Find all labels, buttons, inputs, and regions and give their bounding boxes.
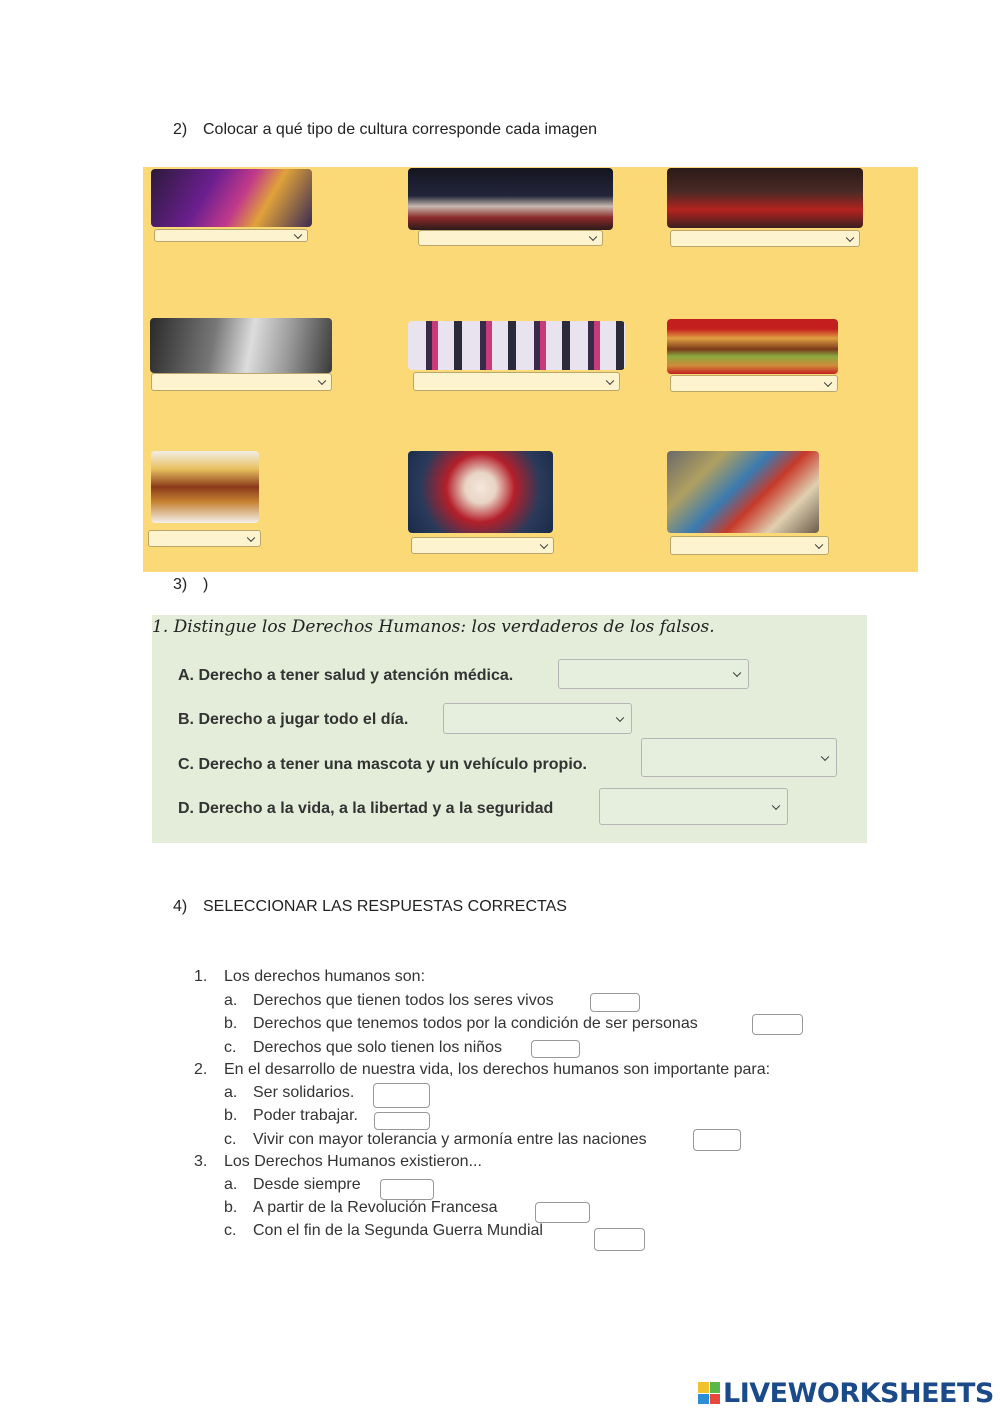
folk-dancer-photo [151,169,312,227]
option-2b [224,1107,358,1125]
section-3-number: 3) [173,576,188,593]
orchestra-photo [667,168,863,228]
skull-masks-photo [408,321,625,370]
question-text: Los Derechos Humanos existieron... [224,1153,482,1170]
option-text: Desde siempre [253,1176,361,1193]
option-1c [224,1039,502,1057]
culture-select-1[interactable] [154,229,308,242]
section-4-heading [173,898,567,916]
question-1 [194,968,425,986]
chevron-down-icon [815,540,823,548]
section-2-number: 2) [173,121,188,138]
option-text: Derechos que tenemos todos por la condición de ser personas [253,1015,698,1032]
liveworksheets-logo-text: LIVEWORKSHEETS [723,1377,994,1409]
option-letter: a. [224,1176,238,1193]
option-1b [224,1015,698,1033]
chevron-down-icon [824,378,832,386]
answer-box-1a[interactable] [590,993,640,1012]
culture-select-8[interactable] [411,537,554,554]
culture-select-9[interactable] [670,536,829,555]
section-4-title: SELECCIONAR LAS RESPUESTAS CORRECTAS [203,898,567,915]
option-3c [224,1222,543,1240]
true-false-select-a[interactable] [558,659,749,689]
question-text: En el desarrollo de nuestra vida, los derechos humanos son importante para: [224,1061,771,1078]
option-letter: a. [224,1084,238,1101]
question-text: Los derechos humanos son: [224,968,426,985]
answer-box-3b[interactable] [535,1202,590,1223]
human-rights-panel-title: 1. Distingue los Derechos Humanos: los verdaderos de los falsos. [152,617,715,637]
option-2a [224,1084,354,1102]
option-letter: a. [224,992,238,1009]
option-letter: c. [224,1131,237,1148]
option-1a [224,992,554,1010]
option-letter: b. [224,1199,238,1216]
option-text: Derechos que tienen todos los seres vivos [253,992,554,1009]
answer-box-2b[interactable] [374,1112,430,1130]
section-3-title: ) [203,576,209,593]
chevron-down-icon [318,377,326,385]
answer-box-3a[interactable] [380,1179,434,1200]
section-2-heading [173,121,597,139]
answer-box-2a[interactable] [373,1083,430,1108]
chevron-down-icon [589,233,597,241]
chevron-down-icon [540,540,548,548]
answer-box-3c[interactable] [594,1228,645,1251]
section-2-title: Colocar a qué tipo de cultura corresponde cada imagen [203,121,598,138]
option-letter: b. [224,1015,238,1032]
right-item-a: A. Derecho a tener salud y atención médica. [178,667,514,684]
chevron-down-icon [294,230,302,238]
true-false-select-d[interactable] [599,788,788,825]
pop-collage-photo [667,451,819,533]
right-item-b: B. Derecho a jugar todo el día. [178,711,409,728]
right-item-d: D. Derecho a la vida, a la libertad y a la seguridad [178,800,554,817]
angel-statue-photo [150,318,332,373]
option-letter: b. [224,1107,238,1124]
question-2 [194,1061,770,1079]
chevron-down-icon [821,752,829,760]
chevron-down-icon [616,713,624,721]
question-number: 3. [194,1153,208,1170]
chevron-down-icon [247,533,255,541]
liveworksheets-logo [698,1378,994,1408]
right-item-c: C. Derecho a tener una mascota y un vehículo propio. [178,756,587,773]
culture-select-5[interactable] [413,372,620,391]
option-3a [224,1176,361,1194]
mcdonalds-burger-photo [667,319,838,374]
section-4-number: 4) [173,898,188,915]
option-3b [224,1199,498,1217]
true-false-select-b[interactable] [443,703,632,734]
food-dish-photo [151,451,259,523]
culture-select-7[interactable] [148,530,261,547]
answer-box-2c[interactable] [693,1129,741,1151]
option-text: Derechos que solo tienen los niños [253,1039,503,1056]
culture-select-4[interactable] [151,373,332,391]
culture-select-6[interactable] [670,375,838,392]
answer-box-1c[interactable] [531,1040,580,1058]
culture-select-2[interactable] [418,230,603,246]
question-number: 2. [194,1061,208,1078]
option-2c [224,1131,647,1149]
option-text: Con el fin de la Segunda Guerra Mundial [253,1222,543,1239]
ballet-photo [408,168,613,230]
option-letter: c. [224,1039,237,1056]
option-letter: c. [224,1222,237,1239]
culture-select-3[interactable] [670,230,860,247]
liveworksheets-logo-icon [698,1382,720,1404]
question-number: 1. [194,968,208,985]
answer-box-1b[interactable] [752,1014,803,1035]
chevron-down-icon [846,233,854,241]
chevron-down-icon [733,669,741,677]
chevron-down-icon [772,801,780,809]
true-false-select-c[interactable] [641,738,837,777]
option-text: Ser solidarios. [253,1084,355,1101]
question-3 [194,1153,482,1171]
option-text: Vivir con mayor tolerancia y armonía entre las naciones [253,1131,647,1148]
option-text: Poder trabajar. [253,1107,358,1124]
option-text: A partir de la Revolución Francesa [253,1199,498,1216]
chevron-down-icon [606,376,614,384]
santa-claus-photo [408,451,553,533]
section-3-heading [173,576,208,594]
